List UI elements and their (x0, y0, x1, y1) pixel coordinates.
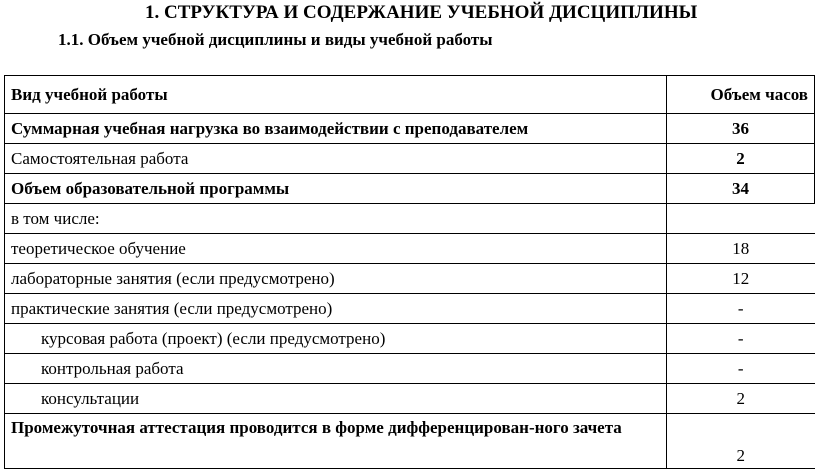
row-value: - (667, 354, 815, 384)
row-label: консультации (5, 384, 667, 414)
row-label: в том числе: (5, 204, 667, 234)
table-row (5, 114, 815, 144)
row-label: курсовая работа (проект) (если предусмотрено) (5, 324, 667, 354)
row-value: 36 (667, 114, 815, 144)
row-label: Объем образовательной программы (5, 174, 667, 204)
table-row (5, 264, 815, 294)
row-value: 34 (667, 174, 815, 204)
header-hours: Объем часов (667, 76, 815, 114)
table-row (5, 204, 815, 234)
table-header-row (5, 76, 815, 114)
row-label: практические занятия (если предусмотрено) (5, 294, 667, 324)
row-label: Суммарная учебная нагрузка во взаимодействии с преподавателем (5, 114, 667, 144)
table-row (5, 414, 815, 469)
row-label: Самостоятельная работа (5, 144, 667, 174)
row-value: - (667, 294, 815, 324)
row-value (667, 204, 815, 234)
row-label: Промежуточная аттестация проводится в форме дифференцирован-ного зачета (5, 414, 667, 469)
table-row (5, 144, 815, 174)
row-value: 2 (667, 414, 815, 469)
table-row (5, 324, 815, 354)
table-row (5, 294, 815, 324)
row-value: 2 (667, 384, 815, 414)
row-label: контрольная работа (5, 354, 667, 384)
table-row (5, 384, 815, 414)
study-hours-table (4, 75, 815, 469)
table-row (5, 174, 815, 204)
row-value: 2 (667, 144, 815, 174)
header-work-type: Вид учебной работы (5, 76, 667, 114)
table-row (5, 354, 815, 384)
row-value: - (667, 324, 815, 354)
row-label: теоретическое обучение (5, 234, 667, 264)
subsection-title: 1.1. Объем учебной дисциплины и виды учебной работы (58, 30, 493, 49)
row-value: 12 (667, 264, 815, 294)
row-label: лабораторные занятия (если предусмотрено) (5, 264, 667, 294)
row-value: 18 (667, 234, 815, 264)
section-title: 1. СТРУКТУРА И СОДЕРЖАНИЕ УЧЕБНОЙ ДИСЦИПЛИНЫ (145, 2, 698, 23)
table-row (5, 234, 815, 264)
